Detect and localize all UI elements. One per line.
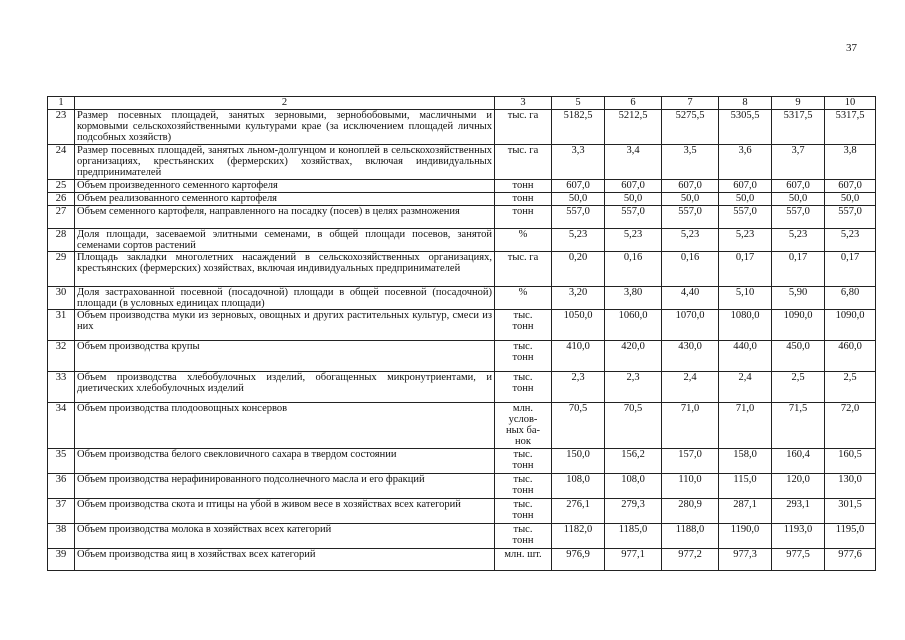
value-cell: 72,0 [825, 403, 876, 449]
indicator-description: Объем производства белого свекловичного сахара в твердом состоянии [75, 449, 495, 474]
value-cell: 440,0 [719, 341, 772, 372]
value-cell: 160,4 [772, 449, 825, 474]
value-cell: 557,0 [719, 206, 772, 229]
indicator-description: Площадь закладки многолетних насаждений в сельскохозяйственных организациях, крестьянских (фермерских) хозяйствах, включая индивидуальных предпринимателей [75, 252, 495, 287]
value-cell: 5,23 [825, 229, 876, 252]
unit-cell [495, 449, 552, 474]
value-cell: 607,0 [825, 180, 876, 193]
value-cell: 410,0 [552, 341, 605, 372]
unit-text: тонн [512, 206, 534, 217]
value-cell: 607,0 [662, 180, 719, 193]
indicator-description: Объем семенного картофеля, направленного на посадку (посев) в целях размножения [75, 206, 495, 229]
value-cell: 70,5 [605, 403, 662, 449]
unit-text: тонн [512, 352, 534, 363]
value-cell: 450,0 [772, 341, 825, 372]
value-cell: 3,80 [605, 287, 662, 310]
value-cell: 3,8 [825, 145, 876, 180]
value-cell: 3,4 [605, 145, 662, 180]
table-row [48, 449, 876, 474]
table-row [48, 403, 876, 449]
value-cell: 2,5 [825, 372, 876, 403]
value-cell: 50,0 [552, 193, 605, 206]
header-cell: 10 [825, 97, 876, 110]
value-cell: 2,5 [772, 372, 825, 403]
value-cell: 5212,5 [605, 110, 662, 145]
row-number: 31 [48, 310, 75, 341]
header-cell: 6 [605, 97, 662, 110]
unit-text: тыс. [513, 449, 533, 460]
table-row [48, 229, 876, 252]
value-cell: 977,6 [825, 549, 876, 571]
unit-text: тыс. га [507, 252, 539, 263]
table-row [48, 145, 876, 180]
value-cell: 557,0 [662, 206, 719, 229]
unit-cell [495, 549, 552, 571]
row-number: 23 [48, 110, 75, 145]
value-cell: 301,5 [825, 499, 876, 524]
value-cell: 2,4 [662, 372, 719, 403]
indicator-description: Объем производства яиц в хозяйствах всех категорий [75, 549, 495, 571]
value-cell: 1190,0 [719, 524, 772, 549]
unit-text: млн. [512, 403, 534, 414]
value-cell: 50,0 [719, 193, 772, 206]
value-cell: 158,0 [719, 449, 772, 474]
unit-text: тыс. га [507, 145, 539, 156]
indicator-description: Объем производства муки из зерновых, овощных и других растительных культур, смеси из них [75, 310, 495, 341]
value-cell: 977,1 [605, 549, 662, 571]
value-cell: 71,0 [719, 403, 772, 449]
value-cell: 2,4 [719, 372, 772, 403]
table-row [48, 372, 876, 403]
row-number: 36 [48, 474, 75, 499]
value-cell: 0,16 [662, 252, 719, 287]
value-cell: 607,0 [719, 180, 772, 193]
row-number: 32 [48, 341, 75, 372]
unit-cell [495, 287, 552, 310]
unit-text: тыс. [513, 499, 533, 510]
header-cell: 3 [495, 97, 552, 110]
value-cell: 3,20 [552, 287, 605, 310]
value-cell: 5275,5 [662, 110, 719, 145]
table-row [48, 252, 876, 287]
unit-text: тонн [512, 321, 534, 332]
value-cell: 607,0 [552, 180, 605, 193]
table-row [48, 206, 876, 229]
value-cell: 977,3 [719, 549, 772, 571]
value-cell: 70,5 [552, 403, 605, 449]
value-cell: 0,17 [825, 252, 876, 287]
unit-text: услов- [508, 414, 538, 425]
header-cell: 8 [719, 97, 772, 110]
value-cell: 160,5 [825, 449, 876, 474]
row-number: 29 [48, 252, 75, 287]
value-cell: 110,0 [662, 474, 719, 499]
value-cell: 3,7 [772, 145, 825, 180]
table-row [48, 287, 876, 310]
table-row [48, 193, 876, 206]
unit-text: тонн [512, 193, 534, 204]
unit-text: тонн [512, 510, 534, 521]
value-cell: 5317,5 [825, 110, 876, 145]
value-cell: 50,0 [605, 193, 662, 206]
table-header-row [48, 97, 876, 110]
value-cell: 1060,0 [605, 310, 662, 341]
unit-cell [495, 252, 552, 287]
value-cell: 5,23 [552, 229, 605, 252]
indicator-description: Доля площади, засеваемой элитными семенами, в общей площади посевов, занятой семенами сортов растений [75, 229, 495, 252]
value-cell: 1090,0 [772, 310, 825, 341]
value-cell: 0,20 [552, 252, 605, 287]
value-cell: 460,0 [825, 341, 876, 372]
unit-text: % [518, 287, 528, 298]
value-cell: 108,0 [605, 474, 662, 499]
value-cell: 607,0 [605, 180, 662, 193]
unit-text: тыс. [513, 474, 533, 485]
unit-cell [495, 372, 552, 403]
unit-text: тонн [512, 180, 534, 191]
indicator-description: Объем произведенного семенного картофеля [75, 180, 495, 193]
row-number: 38 [48, 524, 75, 549]
value-cell: 5,23 [719, 229, 772, 252]
value-cell: 5,90 [772, 287, 825, 310]
value-cell: 430,0 [662, 341, 719, 372]
value-cell: 120,0 [772, 474, 825, 499]
value-cell: 108,0 [552, 474, 605, 499]
unit-text: тыс. га [507, 110, 539, 121]
row-number: 27 [48, 206, 75, 229]
unit-cell [495, 110, 552, 145]
unit-text: тонн [512, 383, 534, 394]
value-cell: 157,0 [662, 449, 719, 474]
value-cell: 276,1 [552, 499, 605, 524]
value-cell: 71,0 [662, 403, 719, 449]
header-cell: 1 [48, 97, 75, 110]
unit-text: млн. шт. [504, 549, 542, 560]
indicator-description: Объем реализованного семенного картофеля [75, 193, 495, 206]
indicators-table [47, 96, 876, 571]
indicator-description: Объем производства скота и птицы на убой в живом весе в хозяйствах всех категорий [75, 499, 495, 524]
unit-text: % [518, 229, 528, 240]
indicator-description: Объем производства хлебобулочных изделий, обогащенных микронутриентами, и диетических хлебобулочных изделий [75, 372, 495, 403]
value-cell: 607,0 [772, 180, 825, 193]
value-cell: 50,0 [662, 193, 719, 206]
row-number: 26 [48, 193, 75, 206]
table-row [48, 310, 876, 341]
value-cell: 5317,5 [772, 110, 825, 145]
value-cell: 557,0 [825, 206, 876, 229]
row-number: 24 [48, 145, 75, 180]
value-cell: 130,0 [825, 474, 876, 499]
value-cell: 1195,0 [825, 524, 876, 549]
value-cell: 280,9 [662, 499, 719, 524]
value-cell: 5,23 [605, 229, 662, 252]
value-cell: 1193,0 [772, 524, 825, 549]
row-number: 35 [48, 449, 75, 474]
table-row [48, 110, 876, 145]
page-number: 37 [846, 42, 857, 54]
table-row [48, 549, 876, 571]
table-body [48, 110, 876, 571]
value-cell: 0,16 [605, 252, 662, 287]
value-cell: 5,10 [719, 287, 772, 310]
value-cell: 1188,0 [662, 524, 719, 549]
header-cell: 7 [662, 97, 719, 110]
value-cell: 5305,5 [719, 110, 772, 145]
unit-cell [495, 180, 552, 193]
unit-cell [495, 341, 552, 372]
value-cell: 1090,0 [825, 310, 876, 341]
unit-cell [495, 403, 552, 449]
value-cell: 0,17 [772, 252, 825, 287]
value-cell: 115,0 [719, 474, 772, 499]
indicator-description: Объем производства нерафинированного подсолнечного масла и его фракций [75, 474, 495, 499]
indicator-description: Доля застрахованной посевной (посадочной) площади в общей посевной (посадочной) площади (в условных единицах площади) [75, 287, 495, 310]
row-number: 37 [48, 499, 75, 524]
row-number: 34 [48, 403, 75, 449]
unit-text: тонн [512, 485, 534, 496]
value-cell: 557,0 [552, 206, 605, 229]
unit-cell [495, 474, 552, 499]
value-cell: 976,9 [552, 549, 605, 571]
indicator-description: Размер посевных площадей, занятых льном-долгунцом и коноплей в сельскохозяйственных организациях, крестьянских (фермерских) хозяйствах, включая индивидуальных предпринимателей [75, 145, 495, 180]
value-cell: 156,2 [605, 449, 662, 474]
value-cell: 71,5 [772, 403, 825, 449]
value-cell: 5182,5 [552, 110, 605, 145]
value-cell: 50,0 [772, 193, 825, 206]
indicator-description: Объем производства молока в хозяйствах всех категорий [75, 524, 495, 549]
value-cell: 1182,0 [552, 524, 605, 549]
indicator-description: Размер посевных площадей, занятых зерновыми, зернобобовыми, масличными и кормовыми сельскохозяйственными культурами крае (за исключением площадей личных подсобных хозяйств) [75, 110, 495, 145]
indicator-description: Объем производства крупы [75, 341, 495, 372]
unit-text: тонн [512, 535, 534, 546]
value-cell: 3,5 [662, 145, 719, 180]
unit-text: тонн [512, 460, 534, 471]
row-number: 25 [48, 180, 75, 193]
unit-cell [495, 499, 552, 524]
value-cell: 6,80 [825, 287, 876, 310]
unit-cell [495, 206, 552, 229]
row-number: 33 [48, 372, 75, 403]
unit-cell [495, 310, 552, 341]
header-cell: 5 [552, 97, 605, 110]
unit-text: тыс. [513, 341, 533, 352]
unit-text: нок [515, 436, 531, 447]
value-cell: 3,3 [552, 145, 605, 180]
table-row [48, 474, 876, 499]
value-cell: 293,1 [772, 499, 825, 524]
value-cell: 3,6 [719, 145, 772, 180]
unit-cell [495, 524, 552, 549]
value-cell: 5,23 [662, 229, 719, 252]
indicator-description: Объем производства плодоовощных консервов [75, 403, 495, 449]
value-cell: 557,0 [605, 206, 662, 229]
table-row [48, 524, 876, 549]
value-cell: 977,2 [662, 549, 719, 571]
row-number: 28 [48, 229, 75, 252]
row-number: 30 [48, 287, 75, 310]
table-row [48, 341, 876, 372]
value-cell: 150,0 [552, 449, 605, 474]
unit-text: тыс. [513, 372, 533, 383]
value-cell: 50,0 [825, 193, 876, 206]
value-cell: 1070,0 [662, 310, 719, 341]
table-row [48, 499, 876, 524]
row-number: 39 [48, 549, 75, 571]
unit-cell [495, 229, 552, 252]
value-cell: 287,1 [719, 499, 772, 524]
table-row [48, 180, 876, 193]
value-cell: 1185,0 [605, 524, 662, 549]
value-cell: 1080,0 [719, 310, 772, 341]
value-cell: 279,3 [605, 499, 662, 524]
value-cell: 977,5 [772, 549, 825, 571]
value-cell: 420,0 [605, 341, 662, 372]
value-cell: 4,40 [662, 287, 719, 310]
value-cell: 557,0 [772, 206, 825, 229]
unit-cell [495, 193, 552, 206]
value-cell: 0,17 [719, 252, 772, 287]
header-cell: 2 [75, 97, 495, 110]
unit-text: тыс. [513, 524, 533, 535]
unit-text: тыс. [513, 310, 533, 321]
unit-text: ных ба- [505, 425, 541, 436]
value-cell: 2,3 [605, 372, 662, 403]
unit-cell [495, 145, 552, 180]
header-cell: 9 [772, 97, 825, 110]
value-cell: 5,23 [772, 229, 825, 252]
value-cell: 2,3 [552, 372, 605, 403]
value-cell: 1050,0 [552, 310, 605, 341]
